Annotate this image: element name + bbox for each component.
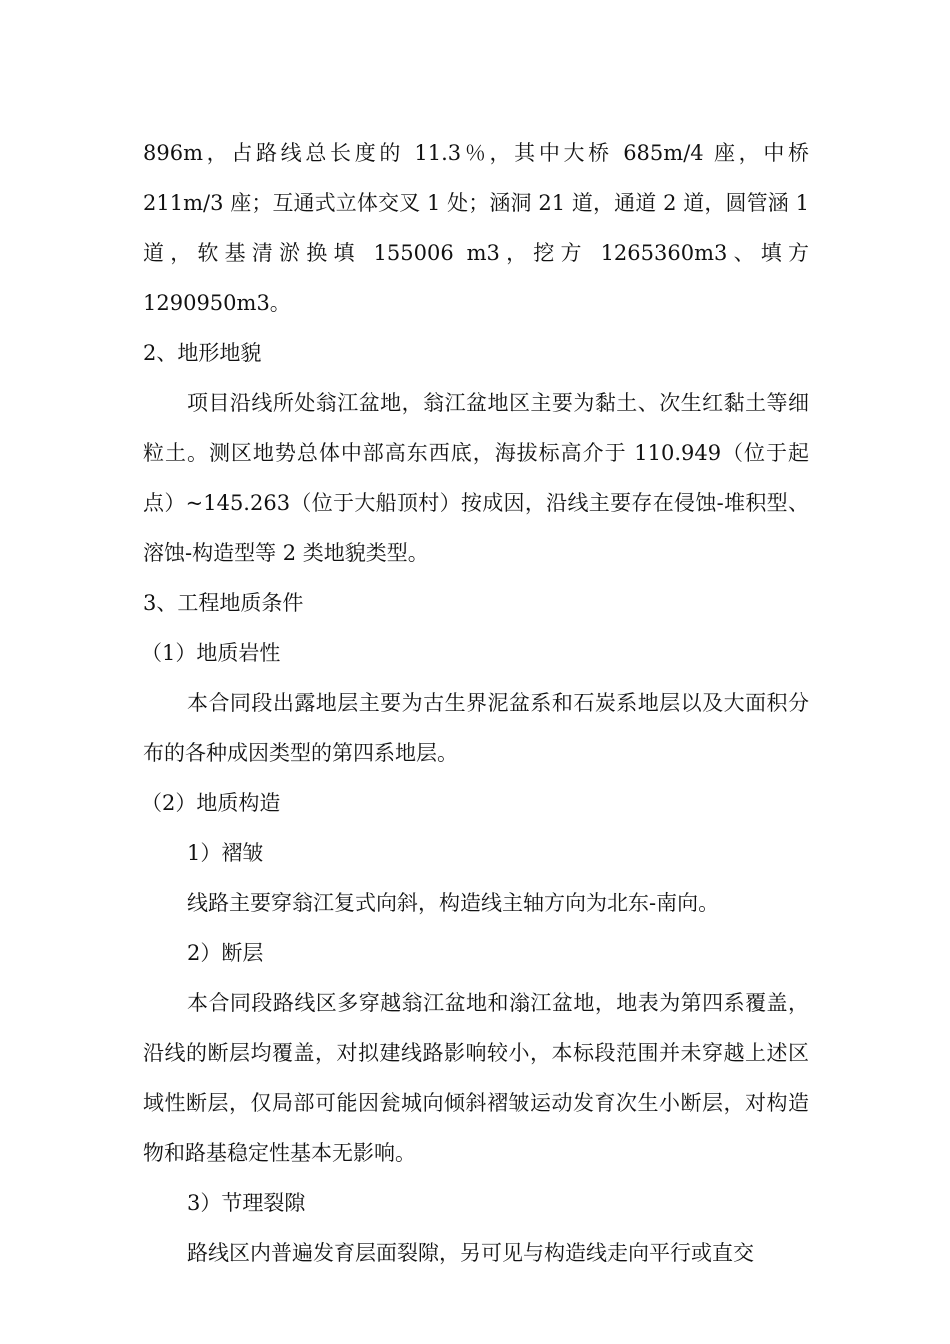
item-fold: 1）褶皱: [187, 841, 264, 865]
section-heading-geology: 3、工程地质条件: [143, 591, 304, 615]
paragraph-joints: 路线区内普遍发育层面裂隙，另可见与构造线走向平行或直交: [187, 1241, 754, 1265]
paragraph-terrain: 项目沿线所处翁江盆地，翁江盆地区主要为黏土、次生红黏土等细粒土。测区地势总体中部高东西底，海拔标高介于 110.949（位于起点）~145.263（位于大船顶村）按成因，沿线主要存在侵蚀-堆积型、溶蚀-构造型等 2 类地貌类型。: [143, 391, 809, 565]
paragraph-fault: 本合同段路线区多穿越翁江盆地和滃江盆地，地表为第四系覆盖，沿线的断层均覆盖，对拟建线路影响较小，本标段范围并未穿越上述区域性断层，仅局部可能因瓮城向倾斜褶皱运动发育次生小断层，对构造物和路基稳定性基本无影响。: [143, 991, 809, 1165]
paragraph-lithology: 本合同段出露地层主要为古生界泥盆系和石炭系地层以及大面积分布的各种成因类型的第四系地层。: [143, 691, 809, 765]
subheading-lithology: （1）地质岩性: [141, 641, 281, 665]
item-joints: 3）节理裂隙: [187, 1191, 306, 1215]
item-fault: 2）断层: [187, 941, 264, 965]
paragraph-fold: 线路主要穿翁江复式向斜，构造线主轴方向为北东-南向。: [187, 891, 720, 915]
section-heading-terrain: 2、地形地貌: [143, 341, 262, 365]
subheading-structure: （2）地质构造: [141, 791, 281, 815]
paragraph-bridge-summary: 896m，占路线总长度的 11.3％，其中大桥 685m/4 座，中桥 211m/3 座；互通式立体交叉 1 处；涵洞 21 道，通道 2 道，圆管涵 1 道，软基清淤换填 155006 m3，挖方 1265360m3、填方 1290950m3。: [143, 141, 809, 315]
document-body: [143, 128, 809, 1278]
